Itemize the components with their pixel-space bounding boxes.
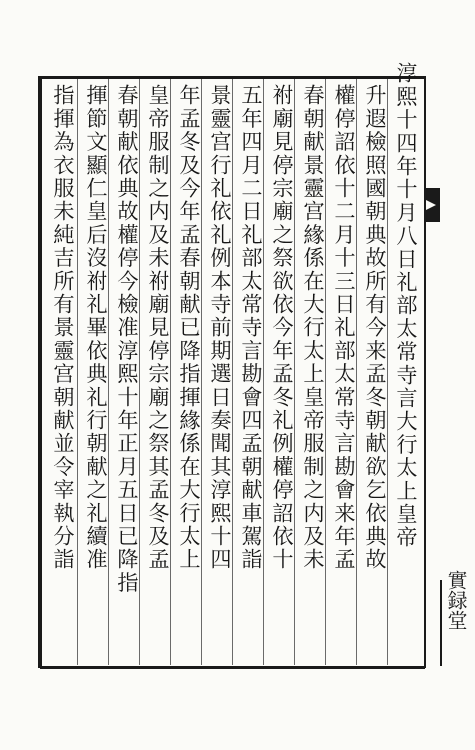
text-column-6: 五年四月二日礼部太常寺言勘會四孟朝献車駕詣: [239, 84, 264, 572]
text-column-8: 年孟冬及今年孟春朝献已降指揮緣係在大行太上: [177, 84, 202, 572]
text-column-10: 春朝献依典故權停今檢准淳熙十年正月五日已降指: [115, 84, 140, 595]
frame-left-border: [38, 76, 42, 668]
text-column-2: 升遐檢照國朝典故所有今来孟冬朝献欲乞依典故: [363, 84, 388, 572]
text-column-3: 權停詔依十二月十三日礼部太常寺言勘會来年孟: [332, 84, 357, 572]
text-column-1: 淳熙十四年十月八日礼部太常寺言大行太上皇帝: [394, 62, 419, 550]
text-column-11: 揮節文顯仁皇后沒祔礼畢依典礼行朝献之礼續准: [84, 84, 109, 572]
text-column-12: 指揮為衣服未純吉所有景靈宫朝献並令宰執分詣: [51, 84, 76, 572]
page-edge-strip: [440, 580, 442, 666]
text-column-9: 皇帝服制之内及未祔廟見停宗廟之祭其孟冬及孟: [146, 84, 171, 572]
frame-bottom-border: [40, 666, 425, 669]
text-column-7: 景靈宫行礼依礼例本寺前期選日奏聞其淳熙十四: [208, 84, 233, 572]
frame-right-border: [424, 76, 426, 668]
text-column-4: 春朝献景靈宫緣係在大行太上皇帝服制之内及未: [301, 84, 326, 572]
text-column-5: 祔廟見停宗廟之祭欲依今年孟冬礼例權停詔依十: [270, 84, 295, 572]
page-edge-label: 實録堂: [444, 570, 468, 630]
